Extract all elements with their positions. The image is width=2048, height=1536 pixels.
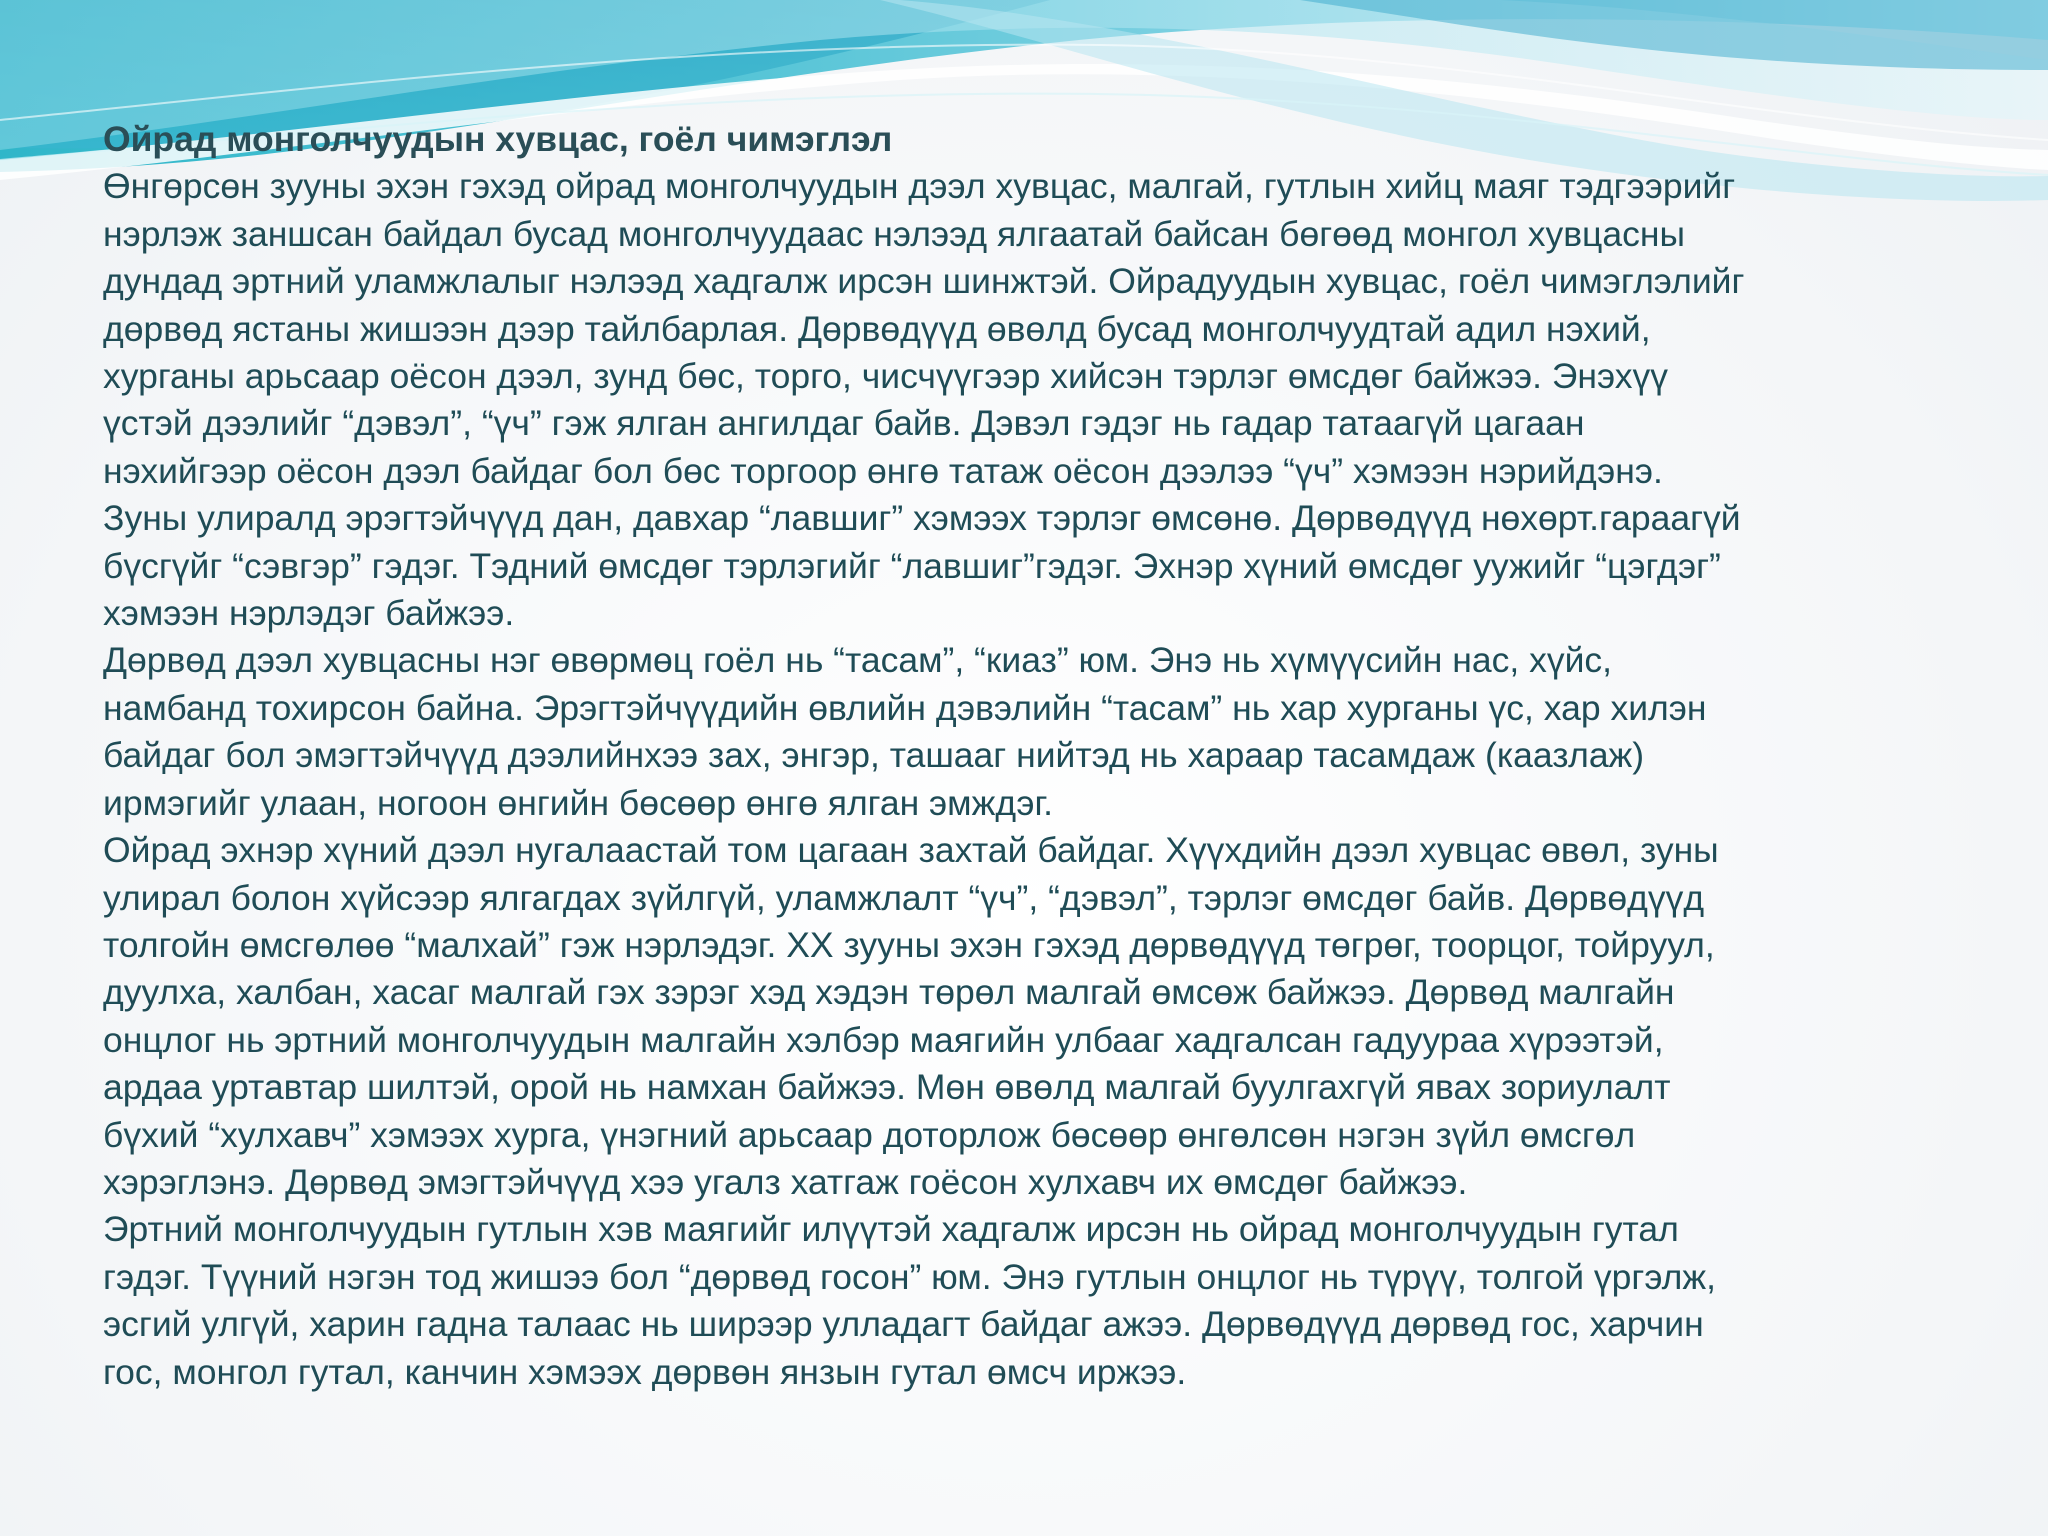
text-line: эсгий улгүй, харин гадна талаас нь ширээр улладагт байдаг ажээ. Дөрвөдүүд дөрвөд гос, харчин [103,1304,1704,1345]
text-line: намбанд тохирсон байна. Эрэгтэйчүүдийн өвлийн дэвэлийн “тасам” нь хар хурганы үс, хар хилэн [103,687,1707,728]
text-line: Өнгөрсөн зууны эхэн гэхэд ойрад монголчуудын дээл хувцас, малгай, гутлын хийц маяг тэдгээрийг [103,166,1736,207]
slide-title: Ойрад монголчуудын хувцас, гоёл чимэглэл [103,119,893,159]
text-line: хэмээн нэрлэдэг байжээ. [103,593,515,634]
text-line: Дөрвөд дээл хувцасны нэг өвөрмөц гоёл нь “тасам”, “киаз” юм. Энэ нь хүмүүсийн нас, хүйс, [103,640,1613,681]
text-line: онцлог нь эртний монголчуудын малгайн хэлбэр маягийн улбааг хадгалсан гадуураа хүрээтэй, [103,1019,1664,1060]
text-line: Эртний монголчуудын гутлын хэв маягийг илүүтэй хадгалж ирсэн нь ойрад монголчуудын гутал [103,1209,1679,1250]
text-line: хэрэглэнэ. Дөрвөд эмэгтэйчүүд хээ угалз хатгаж гоёсон хулхавч их өмсдөг байжээ. [103,1161,1468,1202]
text-line: хурганы арьсаар оёсон дээл, зунд бөс, торго, чисчүүгээр хийсэн тэрлэг өмсдөг байжээ. Энэхүү [103,356,1668,397]
text-line: ирмэгийг улаан, ногоон өнгийн бөсөөр өнгө ялган эмждэг. [103,782,1054,823]
text-line: дөрвөд ястаны жишээн дээр тайлбарлая. Дөрвөдүүд өвөлд бусад монголчуудтай адил нэхий, [103,308,1651,349]
text-line: үстэй дээлийг “дэвэл”, “үч” гэж ялган ангилдаг байв. Дэвэл гэдэг нь гадар татаагүй цагаан [103,403,1585,444]
text-line: дундад эртний уламжлалыг нэлээд хадгалж ирсэн шинжтэй. Ойрадуудын хувцас, гоёл чимэглэлийг [103,261,1745,302]
text-line: байдаг бол эмэгтэйчүүд дээлийнхээ зах, энгэр, ташааг нийтэд нь хараар тасамдаж (каазлаж) [103,735,1645,776]
text-line: Зуны улиралд эрэгтэйчүүд дан, давхар “лавшиг” хэмээх тэрлэг өмсөнө. Дөрвөдүүд нөхөрт.гараагүй [103,498,1741,539]
text-line: нэхийгээр оёсон дээл байдаг бол бөс торгоор өнгө татаж оёсон дээлээ “үч” хэмээн нэрийдэнэ. [103,450,1663,491]
text-line: толгойн өмсгөлөө “малхай” гэж нэрлэдэг. XX зууны эхэн гэхэд дөрвөдүүд төгрөг, тоорцог, тойруул, [103,924,1715,965]
text-line: нэрлэж заншсан байдал бусад монголчуудаас нэлээд ялгаатай байсан бөгөөд монгол хувцасны [103,213,1686,254]
text-line: дуулха, халбан, хасаг малгай гэх зэрэг хэд хэдэн төрөл малгай өмсөж байжээ. Дөрвөд малгайн [103,972,1675,1013]
text-line: бүсгүйг “сэвгэр” гэдэг. Тэдний өмсдөг тэрлэгийг “лавшиг”гэдэг. Эхнэр хүний өмсдөг уужийг “цэгдэг” [103,545,1721,586]
text-line: улирал болон хүйсээр ялгагдах зүйлгүй, уламжлалт “үч”, “дэвэл”, тэрлэг өмсдөг байв. Дөрвөдүүд [103,877,1705,918]
text-line: гэдэг. Түүний нэгэн тод жишээ бол “дөрвөд госон” юм. Энэ гутлын онцлог нь түрүү, толгой үргэлж, [103,1256,1716,1297]
text-line: бүхий “хулхавч” хэмээх хурга, үнэгний арьсаар доторлож бөсөөр өнгөлсөн нэгэн зүйл өмсгөл [103,1114,1636,1155]
body-text [103,163,1983,1396]
text-line: гос, монгол гутал, канчин хэмээх дөрвөн янзын гутал өмсч иржээ. [103,1351,1187,1392]
text-line: Ойрад эхнэр хүний дээл нугалаастай том цагаан захтай байдаг. Хүүхдийн дээл хувцас өвөл, зуны [103,830,1719,871]
text-line: ардаа уртавтар шилтэй, орой нь намхан байжээ. Мөн өвөлд малгай буулгахгүй явах зориулалт [103,1067,1671,1108]
main-text [103,116,1983,1396]
